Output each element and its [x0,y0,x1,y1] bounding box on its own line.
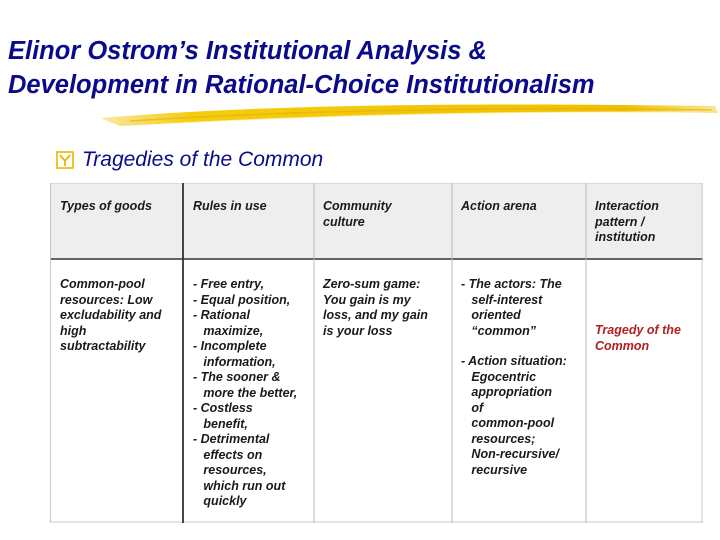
slide-title-line-1: Elinor Ostrom’s Institutional Analysis & [8,37,487,65]
header-community-culture: Community culture [323,199,392,229]
cell-action-arena-actors: - The actors: The self-interest oriented “common” [461,277,562,338]
slide-title [8,34,708,102]
header-action-arena: Action arena [461,199,537,213]
y-checkbox-icon [56,151,74,169]
yellow-brush-underline [0,96,720,136]
bullet-item [56,147,323,173]
header-interaction-pattern: Interaction pattern / institution [595,199,659,244]
cell-community-culture: Zero-sum game: You gain is my loss, and my gain is your loss [323,277,428,338]
header-rules-in-use: Rules in use [193,199,267,213]
cell-types-of-goods: Common-pool resources: Low excludability and high subtractability [60,277,162,353]
cell-rules-in-use: - Free entry, - Equal position, - Rational maximize, - Incomplete information, - The sooner & more the better, - Costless benefit, - Detrimental effects on resources, which run out quickly [193,277,298,508]
bullet-text: Tragedies of the Common [82,148,324,171]
cell-action-arena-situation: - Action situation: Egocentric appropriation of common-pool resources; Non-recursive/ recursive [461,354,567,477]
slide-title-line-2: Development in Rational-Choice Institutionalism [8,71,595,99]
cell-interaction-pattern: Tragedy of the Common [595,323,681,353]
header-types-of-goods: Types of goods [60,199,152,213]
